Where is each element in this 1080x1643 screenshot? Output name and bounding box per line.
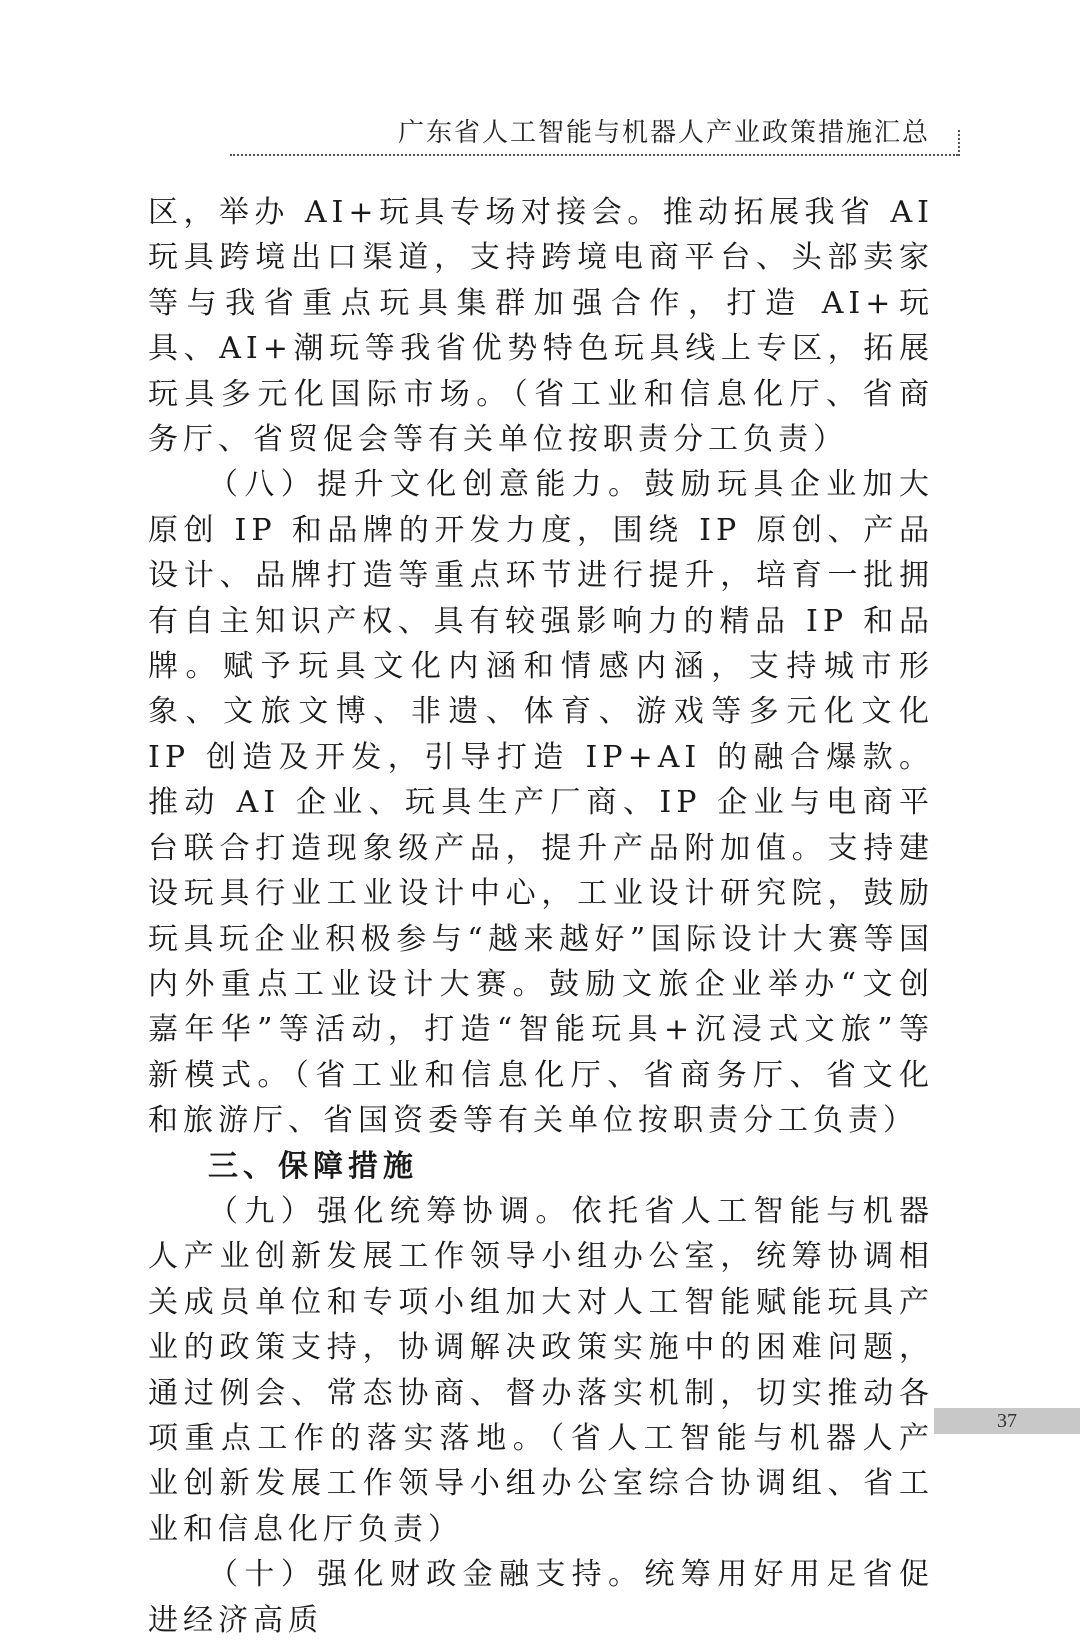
paragraph-continued: 区，举办 AI+玩具专场对接会。推动拓展我省 AI 玩具跨境出口渠道，支持跨境电商平台、头部卖家等与我省重点玩具集群加强合作，打造 AI+玩具、AI+潮玩等我省优势特色玩具线上专区，拓展玩具多元化国际市场。（省工业和信息化厅、省商务厅、省贸促会等有关单位按职责分工负责） — [148, 195, 934, 458]
paragraph-item-10: （十）强化财政金融支持。统筹用好用足省促进经济高质 — [148, 1557, 934, 1638]
header-dotted-rule — [230, 154, 958, 156]
body-text — [148, 190, 934, 1643]
header-rule-tick — [958, 130, 960, 156]
paragraph-item-8: （八）提升文化创意能力。鼓励玩具企业加大原创 IP 和品牌的开发力度，围绕 IP 原创、产品设计、品牌打造等重点环节进行提升，培育一批拥有自主知识产权、具有较强影响力的精品 IP 和品牌。赋予玩具文化内涵和情感内涵，支持城市形象、文旅文博、非遗、体育、游戏等多元化文化 IP 创造及开发，引导打造 IP+AI 的融合爆款。推动 AI 企业、玩具生产厂商、IP 企业与电商平台联合打造现象级产品，提升产品附加值。支持建设玩具行业工业设计中心，工业设计研究院，鼓励玩具玩企业积极参与“越来越好”国际设计大赛等国内外重点工业设计大赛。鼓励文旅企业举办“文创嘉年华”等活动，打造“智能玩具+沉浸式文旅”等新模式。（省工业和信息化厅、省商务厅、省文化和旅游厅、省国资委等有关单位按职责分工负责） — [148, 467, 934, 1139]
page-number: 37 — [997, 1410, 1017, 1432]
page-number-box — [934, 1408, 1080, 1434]
section-heading-3: 三、保障措施 — [208, 1148, 418, 1184]
running-header-title: 广东省人工智能与机器人产业政策措施汇总 — [397, 118, 930, 148]
paragraph-item-9: （九）强化统筹协调。依托省人工智能与机器人产业创新发展工作领导小组办公室，统筹协调相关成员单位和专项小组加大对人工智能赋能玩具产业的政策支持，协调解决政策实施中的困难问题，通过例会、常态协商、督办落实机制，切实推动各项重点工作的落实落地。（省人工智能与机器人产业创新发展工作领导小组办公室综合协调组、省工业和信息化厅负责） — [148, 1193, 934, 1547]
